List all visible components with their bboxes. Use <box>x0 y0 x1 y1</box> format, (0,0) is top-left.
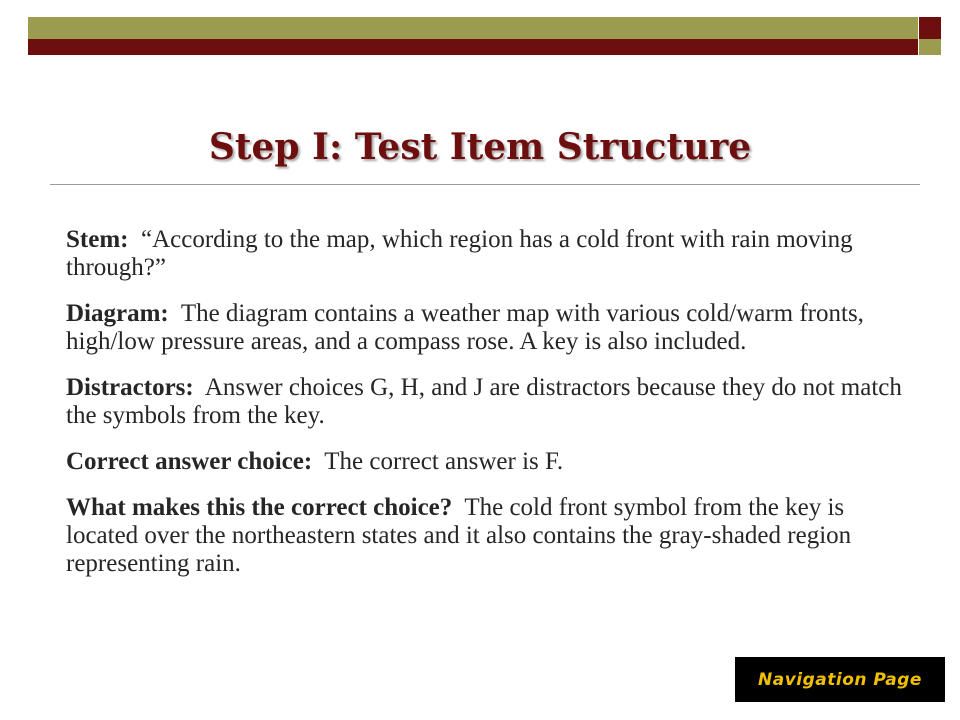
paragraph-label: Stem: <box>66 226 129 253</box>
paragraph-stem <box>66 226 911 282</box>
header-bar-maroon <box>28 39 918 55</box>
header-square-maroon <box>919 17 941 39</box>
paragraph-correct-answer <box>66 448 911 476</box>
paragraph-text: “According to the map, which region has a cold front with rain moving through?” <box>66 226 853 281</box>
paragraph-text: The correct answer is F. <box>324 448 564 475</box>
paragraph-label: Correct answer choice: <box>66 448 313 475</box>
navigation-page-button[interactable]: Navigation Page <box>735 657 945 702</box>
paragraph-text: The diagram contains a weather map with various cold/warm fronts, high/low pressure areas, and a compass rose. A key is also included. <box>66 300 864 355</box>
slide-title: Step I: Test Item Structure <box>208 126 752 168</box>
paragraph-text: Answer choices G, H, and J are distractors because they do not match the symbols from the key. <box>66 374 902 429</box>
paragraph-label: Distractors: <box>66 374 194 401</box>
header-bar-olive <box>28 17 918 39</box>
paragraph-explanation <box>66 494 911 578</box>
title-divider <box>50 184 920 185</box>
paragraph-label: Diagram: <box>66 300 169 327</box>
paragraph-distractors <box>66 374 911 430</box>
header-square-olive <box>919 39 941 55</box>
paragraph-text: The cold front symbol from the key is located over the northeastern states and it also contains the gray-shaded region representing rain. <box>66 494 852 577</box>
slide-content <box>66 226 911 596</box>
paragraph-label: What makes this the correct choice? <box>66 494 453 521</box>
paragraph-diagram <box>66 300 911 356</box>
